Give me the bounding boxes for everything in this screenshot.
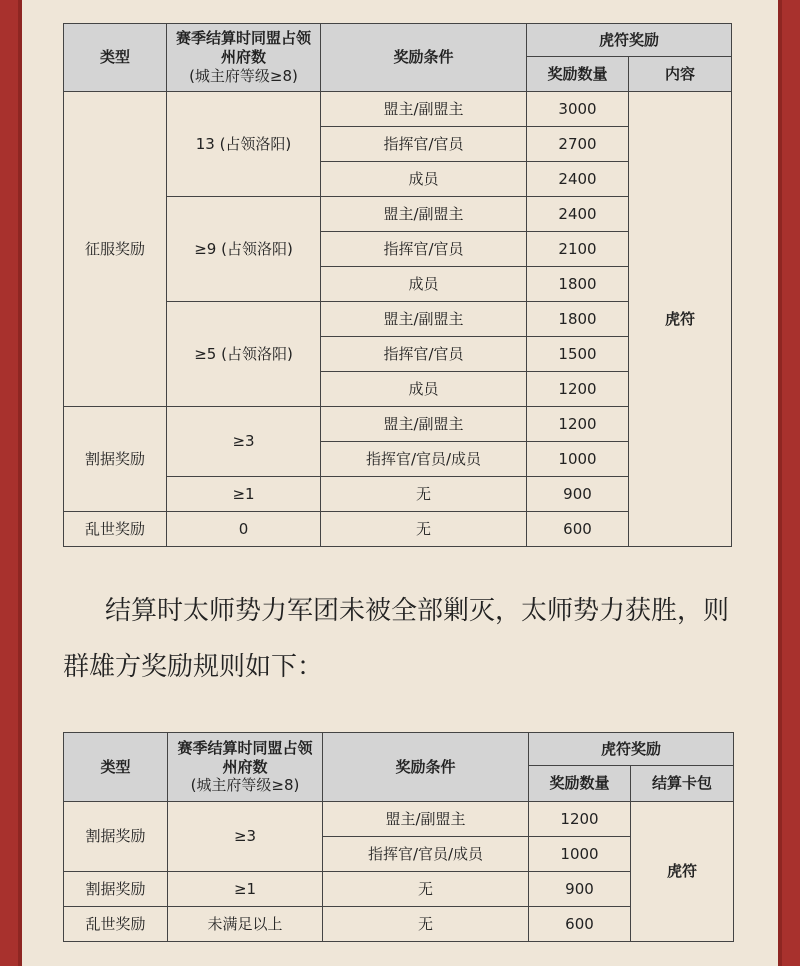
paragraph-line2: 群雄方奖励规则如下： xyxy=(63,652,324,682)
table-row xyxy=(64,92,732,127)
group-13 xyxy=(167,92,321,197)
type-chaos: 乱世奖励 xyxy=(64,907,168,942)
group-1: ≥1 xyxy=(167,477,321,512)
header-count-note: (城主府等级≥8) xyxy=(190,776,300,795)
type-split: 割据奖励 xyxy=(64,872,168,907)
header-amount: 奖励数量 xyxy=(527,57,629,92)
group-13-line1: 13 xyxy=(195,134,215,153)
condition-cell: 指挥官/官员 xyxy=(321,337,527,372)
condition-cell: 盟主/副盟主 xyxy=(323,802,529,837)
amount-cell: 600 xyxy=(529,907,631,942)
right-red-border xyxy=(778,0,800,966)
condition-cell: 成员 xyxy=(321,372,527,407)
group-unmet: 未满足以上 xyxy=(168,907,323,942)
amount-cell: 2400 xyxy=(527,197,629,232)
group-9-line2: (占领洛阳) xyxy=(221,239,293,258)
amount-cell: 1200 xyxy=(527,372,629,407)
amount-cell: 1200 xyxy=(529,802,631,837)
amount-cell: 3000 xyxy=(527,92,629,127)
header-content: 内容 xyxy=(629,57,732,92)
group-0: 0 xyxy=(167,512,321,547)
amount-cell: 900 xyxy=(527,477,629,512)
condition-cell: 盟主/副盟主 xyxy=(321,407,527,442)
type-split: 割据奖励 xyxy=(64,407,167,512)
content-cell: 虎符 xyxy=(629,92,732,547)
amount-cell: 1000 xyxy=(527,442,629,477)
group-13-line2: (占领洛阳) xyxy=(219,134,292,153)
group-5-line1: ≥5 xyxy=(194,344,217,363)
header-type: 类型 xyxy=(64,24,167,92)
header-count-note: (城主府等级≥8) xyxy=(189,66,298,85)
type-chaos: 乱世奖励 xyxy=(64,512,167,547)
group-9 xyxy=(167,197,321,302)
condition-cell: 无 xyxy=(323,907,529,942)
group-5-line2: (占领洛阳) xyxy=(221,344,293,363)
condition-cell: 成员 xyxy=(321,267,527,302)
header-condition: 奖励条件 xyxy=(323,733,529,802)
amount-cell: 1800 xyxy=(527,302,629,337)
condition-cell: 无 xyxy=(323,872,529,907)
condition-cell: 盟主/副盟主 xyxy=(321,197,527,232)
header-reward-group: 虎符奖励 xyxy=(529,733,734,766)
condition-cell: 指挥官/官员/成员 xyxy=(323,837,529,872)
amount-cell: 1800 xyxy=(527,267,629,302)
header-type: 类型 xyxy=(64,733,168,802)
header-condition: 奖励条件 xyxy=(321,24,527,92)
amount-cell: 2100 xyxy=(527,232,629,267)
condition-cell: 指挥官/官员 xyxy=(321,232,527,267)
group-3: ≥3 xyxy=(167,407,321,477)
amount-cell: 900 xyxy=(529,872,631,907)
paragraph-line1: 结算时太师势力军团未被全部剿灭，太师势力获胜，则 xyxy=(105,596,730,626)
header-reward-group: 虎符奖励 xyxy=(527,24,732,57)
header-count xyxy=(167,24,321,92)
pack-cell: 虎符 xyxy=(631,802,734,942)
amount-cell: 1000 xyxy=(529,837,631,872)
amount-cell: 1500 xyxy=(527,337,629,372)
group-3: ≥3 xyxy=(168,802,323,872)
group-5 xyxy=(167,302,321,407)
condition-cell: 指挥官/官员/成员 xyxy=(321,442,527,477)
amount-cell: 2700 xyxy=(527,127,629,162)
amount-cell: 2400 xyxy=(527,162,629,197)
header-pack: 结算卡包 xyxy=(631,766,734,802)
header-count-line1: 赛季结算时同盟占领 xyxy=(177,738,313,757)
condition-cell: 盟主/副盟主 xyxy=(321,92,527,127)
header-count-line2: 州府数 xyxy=(220,48,266,67)
condition-cell: 无 xyxy=(321,477,527,512)
amount-cell: 1200 xyxy=(527,407,629,442)
condition-cell: 指挥官/官员 xyxy=(321,127,527,162)
header-amount: 奖励数量 xyxy=(529,766,631,802)
rules-paragraph xyxy=(63,583,753,695)
condition-cell: 盟主/副盟主 xyxy=(321,302,527,337)
type-conquer: 征服奖励 xyxy=(64,92,167,407)
type-split: 割据奖励 xyxy=(64,802,168,872)
amount-cell: 600 xyxy=(527,512,629,547)
header-count-line1: 赛季结算时同盟占领 xyxy=(175,29,311,48)
header-count xyxy=(168,733,323,802)
group-1: ≥1 xyxy=(168,872,323,907)
reward-table-1 xyxy=(63,23,732,547)
reward-table-2 xyxy=(63,732,734,942)
condition-cell: 无 xyxy=(321,512,527,547)
header-count-line2: 州府数 xyxy=(222,757,268,776)
group-9-line1: ≥9 xyxy=(194,239,217,258)
table-row xyxy=(64,802,734,837)
left-red-border xyxy=(0,0,22,966)
condition-cell: 成员 xyxy=(321,162,527,197)
